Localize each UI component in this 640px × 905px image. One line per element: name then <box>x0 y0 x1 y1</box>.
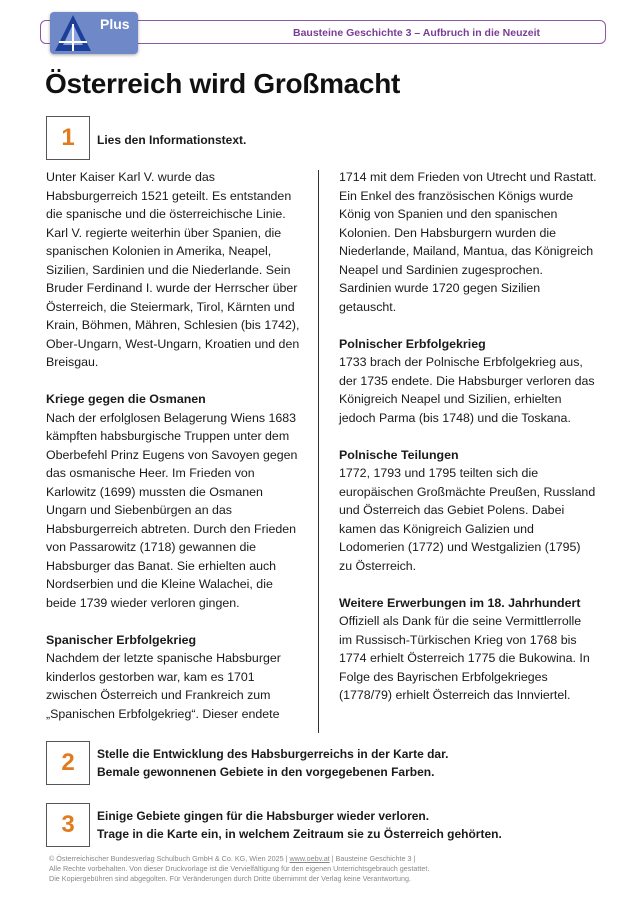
task-3-line-1: Einige Gebiete gingen für die Habsburger wieder verloren. <box>97 809 430 823</box>
task-1-line-1: Lies den Informationstext. <box>97 133 247 147</box>
page-title: Österreich wird Großmacht <box>45 68 401 99</box>
osmanen-heading: Kriege gegen die Osmanen <box>46 392 206 406</box>
plus-logo <box>50 12 138 54</box>
spanisch-heading: Spanischer Erbfolgekrieg <box>46 632 197 647</box>
osmanen-paragraph: Nach der erfolglosen Belagerung Wiens 1683 kämpften habsburgische Truppen unter dem Oberbefehl Prinz Eugens von Savoyen gegen das osmanische Heer. Im Frieden von Karlowitz (1699) mussten die Osmanen Ungarn und Siebenbürgen an das Habsburgerreich abtreten. Durch den Frieden von Passarowitz (1718) gewannen die Habsburger das Banat. Sie erhielten auch Nordserbien und die Kleine Walachei, die beide 1739 wieder verloren gingen. <box>46 410 298 610</box>
footer-series: | Bausteine Geschichte 3 | <box>331 854 416 863</box>
teilungen-heading: Polnische Teilungen <box>339 447 459 462</box>
footer-line-3: Die Kopiergebühren sind abgegolten. Für Veränderungen durch Dritte übernimmt der Verlag keine Verantwortung. <box>49 874 411 883</box>
polnisch-paragraph: 1733 brach der Polnische Erbfolgekrieg aus, der 1735 endete. Die Habsburger verloren das Königreich Neapel und Sizilien, erhielten jedoch Parma (bis 1748) und die Toskana. <box>339 355 595 425</box>
column-divider <box>318 170 319 733</box>
book-title: Bausteine Geschichte 3 – Aufbruch in die Neuzeit <box>292 27 540 39</box>
task-2-line-1: Stelle die Entwicklung des Habsburgerreichs in der Karte dar. <box>97 747 449 761</box>
text-column-right <box>339 168 597 705</box>
teilungen-paragraph: 1772, 1793 und 1795 teilten sich die europäischen Großmächte Preußen, Russland und Österreich das Gebiet Polens. Dabei kamen das Königreich Galizien und Lodomerien (1772) und Westgalizien (1795) zu Österreich. <box>339 466 596 573</box>
polnisch-heading: Polnischer Erbfolgekrieg <box>339 336 486 351</box>
publisher-link[interactable]: www.oebv.at <box>289 854 330 863</box>
spanisch-paragraph-part1: Nachdem der letzte spanische Habsburger kinderlos gestorben war, kam es 1701 zwischen Österreich und Frankreich zum „Spanischen Erbfolgekrieg“. Dieser endete <box>46 651 281 721</box>
task-number-3: 3 <box>46 803 90 847</box>
footer-publisher: © Österreichischer Bundesverlag Schulbuch GmbH & Co. KG, Wien 2025 | <box>49 854 288 863</box>
task-2-line-2: Bemale gewonnenen Gebiete in den vorgegebenen Farben. <box>97 765 435 779</box>
footer-line-2: Alle Rechte vorbehalten. Von dieser Druckvorlage ist die Vervielfältigung für den eigenen Unterrichtsgebrauch gestattet. <box>49 864 430 873</box>
task-3-line-2: Trage in die Karte ein, in welchem Zeitraum sie zu Österreich gehörten. <box>97 827 502 841</box>
intro-paragraph: Unter Kaiser Karl V. wurde das Habsburgerreich 1521 geteilt. Es entstanden die spanische und die österreichische Linie. Karl V. regierte weiterhin über Spanien, die spanischen Kolonien in Amerika, Neapel, Sizilien, Sardinien und die Niederlande. Sein Bruder Ferdinand I. wurde der Herrscher über Österreich, die Steiermark, Tirol, Kärnten und Krain, Böhmen, Mähren, Schlesien (bis 1742), Ober-Ungarn, West-Ungarn, Kroatien und den Breisgau. <box>46 170 300 369</box>
text-column-left <box>46 168 301 723</box>
task-3-text <box>97 807 502 843</box>
task-2-text <box>97 745 448 781</box>
erwerbungen-heading: Weitere Erwerbungen im 18. Jahrhundert <box>339 595 581 610</box>
footer-line-1 <box>49 854 429 864</box>
logo-text: Plus <box>100 16 130 32</box>
erwerbungen-paragraph: Offiziell als Dank für die seine Vermittlerrolle im Russisch-Türkischen Krieg von 1768 bis 1774 erhielt Österreich 1775 die Bukowina. In Folge des Bayrischen Erbfolgekrieges (1778/79) erhielt Österreich das Innviertel. <box>339 614 590 702</box>
copyright-footer <box>49 854 429 884</box>
task-1-text <box>97 131 246 149</box>
task-number-2: 2 <box>46 741 90 785</box>
task-number-1: 1 <box>46 116 90 160</box>
spanisch-paragraph-part2: 1714 mit dem Frieden von Utrecht und Rastatt. Ein Enkel des französischen Königs wurde König von Spanien und den spanischen Kolonien. Den Habsburgern wurden die Niederlande, Mailand, Mantua, das Königreich Neapel und Sardinien zugesprochen. Sardinien wurde 1720 gegen Sizilien getauscht. <box>339 170 597 314</box>
